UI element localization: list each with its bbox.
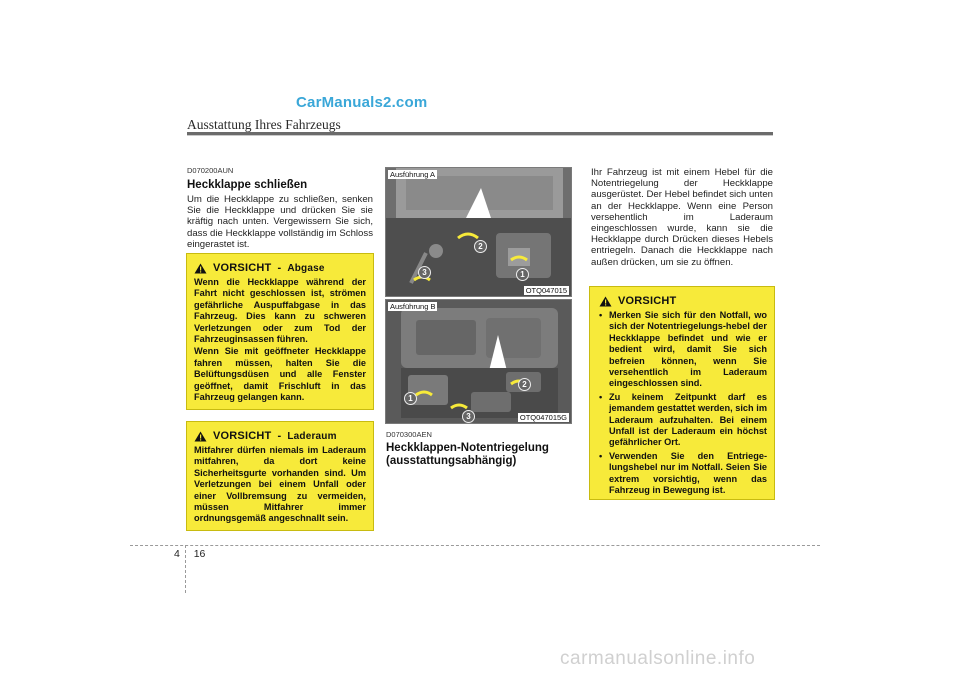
warning-triangle-icon [194,431,207,442]
warning-dash: - [277,430,282,442]
figure-ausfuehrung-a [385,167,572,297]
page-index: 16 [193,548,206,560]
warning-list [597,310,767,497]
callout-badge: 1 [404,392,417,405]
section-body-text: Um die Heckklappe zu schließen, senken Sie die Heckklappe und drücken Sie sie kräftig nach unten. Vergewissern Sie sich, dass die Heckklappe vollständig im Schloss eingerastet ist. [187,194,373,250]
warning-list-item: • Verwenden Sie den Entriege-lungshebel nur im Notfall. Seien Sie extrem vorsichtig, wenn das Fahrzeug in Bewegung ist. [597,451,767,497]
warning-paragraph: Wenn die Heckklappe während der Fahrt nicht geschlossen ist, strömen gefährliche Auspuffabgase in das Fahrzeug. Dies kann zu schweren Verletzungen oder zum Tod der Fahrzeuginsassen führen. [194,277,366,345]
page-header-title: Ausstattung Ihres Fahrzeugs [187,117,341,132]
section-heading-line: Heckklappen-Notentriegelung [386,442,549,454]
header-rule-shadow [187,135,773,136]
tailgate-illustration-b [386,300,572,424]
section-body-text: Ihr Fahrzeug ist mit einem Hebel für die Notentriegelung der Heckklappe ausgerüstet. Der Hebel befindet sich unten an der Heckklappe. Wenn eine Person versehentlich im Laderaum eingeschlossen wurde, kann sie die Heckklappe durch Drücken dieses Hebels entriegeln. Danach die Heckklappe nach außen drücken, um sie zu öffnen. [591,167,773,268]
callout-badge: 2 [474,240,487,253]
page-number [174,548,205,560]
warning-triangle-icon [194,263,207,274]
callout-badge: 2 [518,378,531,391]
section-code: D070300AEN [386,430,432,439]
tailgate-illustration-a [386,168,572,297]
warning-box-notentriegelung [589,286,775,500]
figure-code: OTQ047015G [519,413,567,422]
section-code: D070200AUN [187,166,234,175]
footer-dashed-rule [130,545,820,546]
warning-list-item: • Zu keinem Zeitpunkt darf es jemandem gestattet werden, sich im Laderaum aufzuhalten. Bei einem Unfall ist der Laderaum ein höchst gefährlicher Ort. [597,392,767,449]
section-heading [386,442,576,468]
warning-dash: - [277,262,282,274]
warning-paragraph: Wenn Sie mit geöffneter Heckklappe fahren müssen, halten Sie die Belüftungsdüsen und alle Fenster geöffnet, damit Frischluft in das Fahrzeug gelangen kann. [194,346,366,403]
figure-label: Ausführung B [390,302,436,311]
watermark-top[interactable]: CarManuals2.com [296,94,428,111]
warning-title: VORSICHT [213,430,272,442]
warning-paragraph: Mitfahrer dürfen niemals im Laderaum mitfahren, da dort keine Sicherheitsgurte vorhanden sind. Um Verletzungen bei einem Unfall oder einer Vollbremsung zu vermeiden, müssen Mitfahrer immer ordnungsgemäß angeschnallt sein. [194,445,366,524]
warning-triangle-icon [599,296,612,307]
callout-badge: 3 [418,266,431,279]
warning-subtitle: Abgase [287,262,325,274]
figure-label: Ausführung A [390,170,436,179]
callout-badge: 3 [462,410,475,423]
figure-code: OTQ047015 [525,286,567,295]
callout-badge: 1 [516,268,529,281]
warning-list-item: • Merken Sie sich für den Notfall, wo sich der Notentriegelungs-hebel der Heckklappe befindet und wie er bedient wird, damit Sie sich befreien können, wenn Sie versehentlich im Laderaum eingeschlossen sind. [597,310,767,390]
warning-box-abgase [186,253,374,410]
section-heading: Heckklappe schließen [187,179,308,191]
chapter-number: 4 [174,548,180,560]
watermark-bottom: carmanualsonline.info [560,648,756,669]
warning-title: VORSICHT [213,262,272,274]
warning-box-laderaum [186,421,374,531]
warning-title: VORSICHT [618,295,677,307]
warning-subtitle: Laderaum [287,430,337,442]
figure-ausfuehrung-b [385,299,572,424]
section-heading-line: (ausstattungsabhängig) [386,455,517,467]
